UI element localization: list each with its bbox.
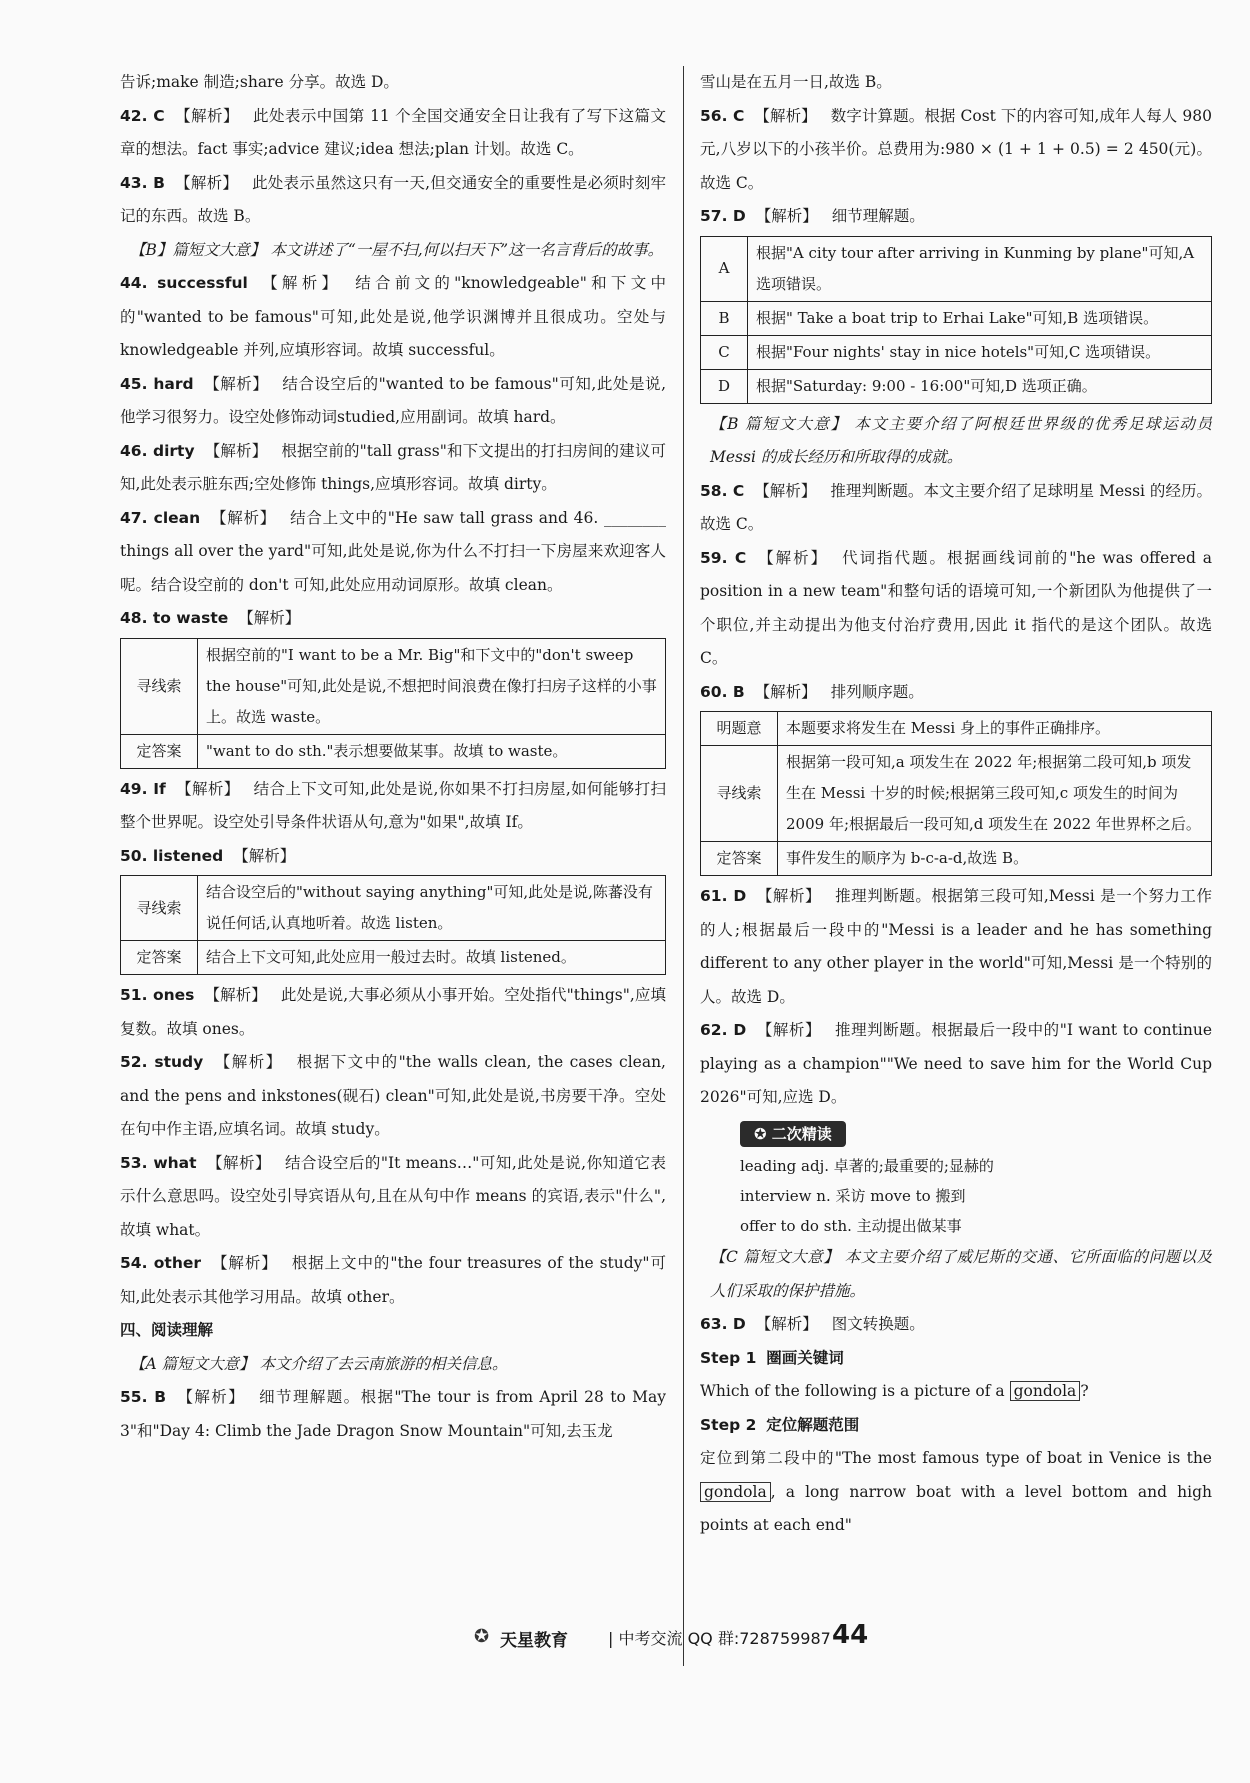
left-column bbox=[120, 66, 666, 1448]
vocab-list bbox=[700, 1151, 1212, 1241]
summary-b: 【B 篇短文大意】 本文主要介绍了阿根廷世界级的优秀足球运动员 Messi 的成长经历和所取得的成就。 bbox=[710, 414, 1212, 466]
answer-58: 58. C 【解析】 推理判断题。本文主要介绍了足球明星 Messi 的经历。故选 C。 bbox=[700, 481, 1212, 533]
right-column bbox=[700, 66, 1212, 1543]
answer-44: 44. successful 【解析】 结合前文的"knowledgeable"和下文中的"wanted to be famous"可知,此处是说,他学识渊博并且很成功。空处与 knowledgeable 并列,应填形容词。故填 successful。 bbox=[120, 274, 666, 359]
list-item: offer to do sth. 主动提出做某事 bbox=[740, 1217, 962, 1235]
answer-59: 59. C 【解析】 代词指代题。根据画线词前的"he was offered a position in a new team"和整句话的语境可知,一个新团队为他提供了一个职位,并主动提出为他支付治疗费用,因此 it 指代的是这个团队。故选 C。 bbox=[700, 548, 1213, 667]
table-row: 明题意 本题要求将发生在 Messi 身上的事件正确排序。 bbox=[701, 712, 1212, 746]
answer-55: 55. B 【解析】 细节理解题。根据"The tour is from April 28 to May 3"和"Day 4: Climb the Jade Dragon Snow Mountain"可知,去玉龙 bbox=[120, 1388, 666, 1440]
list-item: leading adj. 卓著的;最重要的;显赫的 bbox=[740, 1157, 994, 1175]
table-row: 定答案 "want to do sth."表示想要做某事。故填 to waste。 bbox=[121, 734, 666, 768]
table-60 bbox=[700, 711, 1212, 876]
answer-52: 52. study 【解析】 根据下文中的"the walls clean, the cases clean, and the pens and inkstones(砚石) clean"可知,此处是说,书房要干净。空处在句中作主语,应填名词。故填 study。 bbox=[120, 1053, 666, 1138]
reread-badge: ✪ 二次精读 bbox=[740, 1121, 846, 1147]
answer-54: 54. other 【解析】 根据上文中的"the four treasures of the study"可知,此处表示其他学习用品。故填 other。 bbox=[120, 1254, 666, 1306]
page-footer bbox=[0, 1618, 1250, 1658]
answer-51: 51. ones 【解析】 此处是说,大事必须从小事开始。空处指代"things",应填复数。故填 ones。 bbox=[120, 986, 666, 1038]
summary-a: 【A 篇短文大意】 本文介绍了去云南旅游的相关信息。 bbox=[130, 1354, 508, 1373]
table-row: 寻线索 结合设空后的"without saying anything"可知,此处是说,陈蕃没有说任何话,认真地听着。故选 listen。 bbox=[121, 876, 666, 941]
table-50 bbox=[120, 875, 666, 975]
answer-53: 53. what 【解析】 结合设空后的"It means…"可知,此处是说,你知道它表示什么意思吗。设空处引导宾语从句,且在从句中作 means 的宾语,表示"什么",故填 what。 bbox=[120, 1153, 666, 1239]
section-heading: 四、阅读理解 bbox=[120, 1321, 214, 1339]
answer-45: 45. hard 【解析】 结合设空后的"wanted to be famous"可知,此处是说,他学习很努力。设空处修饰动词studied,应用副词。故填 hard。 bbox=[120, 374, 666, 426]
brand-name: 天星教育 bbox=[500, 1631, 568, 1651]
keyword-box: gondola bbox=[1010, 1381, 1081, 1401]
step-2-text: 定位到第二段中的"The most famous type of boat in Venice is the gondola , a long narrow boat with a level bottom and high points at each end" bbox=[700, 1449, 1212, 1534]
qq-group: | 中考交流 QQ 群:728759987 bbox=[608, 1629, 831, 1648]
step-2: Step 2 定位解题范围 bbox=[700, 1415, 860, 1434]
answer-62: 62. D 【解析】 推理判断题。根据最后一段中的"I want to continue playing as a champion""We need to save him for the World Cup 2026"可知,应选 D。 bbox=[700, 1021, 1212, 1106]
summary-c: 【C 篇短文大意】 本文主要介绍了威尼斯的交通、它所面临的问题以及人们采取的保护措施。 bbox=[710, 1248, 1212, 1300]
answer-56: 56. C 【解析】 数字计算题。根据 Cost 下的内容可知,成年人每人 980 元,八岁以下的小孩半价。总费用为:980 × (1 + 1 + 0.5) = 2 450(元)。故选 C。 bbox=[700, 106, 1212, 192]
answer-48: 48. to waste 【解析】 bbox=[120, 609, 301, 627]
column-divider bbox=[683, 66, 684, 1666]
keyword-box: gondola bbox=[700, 1482, 771, 1502]
star-logo-icon: ✪ bbox=[474, 1626, 490, 1647]
text-line: 告诉;make 制造;share 分享。故选 D。 bbox=[120, 73, 399, 91]
summary-b: 【B】篇短文大意】 本文讲述了“一屋不扫,何以扫天下”这一名言背后的故事。 bbox=[130, 240, 664, 259]
answer-63: 63. D 【解析】 图文转换题。 bbox=[700, 1315, 925, 1333]
answer-42: 42. C 【解析】 此处表示中国第 11 个全国交通安全日让我有了写下这篇文章的想法。fact 事实;advice 建议;idea 想法;plan 计划。故选 C。 bbox=[120, 106, 666, 158]
answer-61: 61. D 【解析】 推理判断题。根据第三段可知,Messi 是一个努力工作的人;根据最后一段中的"Messi is a leader and he has something different to any other player in the world"可知,Messi 是一个特别的人。故选 D。 bbox=[700, 887, 1212, 1006]
table-row: 寻线索 根据第一段可知,a 项发生在 2022 年;根据第二段可知,b 项发生在 Messi 十岁的时候;根据第三段可知,c 项发生的时间为 2009 年;根据最后一段可知,d 项发生在 2022 年世界杯之后。 bbox=[701, 746, 1212, 842]
answer-49: 49. If 【解析】 结合上下文可知,此处是说,你如果不打扫房屋,如何能够打扫整个世界呢。设空处引导条件状语从句,意为"如果",故填 If。 bbox=[120, 779, 666, 831]
answer-47: 47. clean 【解析】 结合上文中的"He saw tall grass and 46. ________ things all over the yard"可知,此处是说,你为什么不打扫一下房屋来欢迎客人呢。结合设空前的 don't 可知,此处应用动词原形。故填 clean。 bbox=[120, 508, 666, 594]
table-row: C 根据"Four nights' stay in nice hotels"可知,C 选项错误。 bbox=[701, 335, 1212, 369]
answer-60: 60. B 【解析】 排列顺序题。 bbox=[700, 682, 924, 701]
list-item: interview n. 采访 move to 搬到 bbox=[740, 1187, 966, 1205]
text-line: 雪山是在五月一日,故选 B。 bbox=[700, 73, 892, 91]
answer-57: 57. D 【解析】 细节理解题。 bbox=[700, 207, 925, 225]
answer-46: 46. dirty 【解析】 根据空前的"tall grass"和下文提出的打扫房间的建议可知,此处表示脏东西;空处修饰 things,应填形容词。故填 dirty。 bbox=[120, 441, 666, 493]
page-number: 44 bbox=[832, 1620, 869, 1650]
table-row: 寻线索 根据空前的"I want to be a Mr. Big"和下文中的"don't sweep the house"可知,此处是说,不想把时间浪费在像打扫房子这样的小事上。故选 waste。 bbox=[121, 638, 666, 734]
table-57 bbox=[700, 236, 1212, 404]
table-row: B 根据" Take a boat trip to Erhai Lake"可知,B 选项错误。 bbox=[701, 301, 1212, 335]
table-row: 定答案 结合上下文可知,此处应用一般过去时。故填 listened。 bbox=[121, 941, 666, 975]
answer-50: 50. listened 【解析】 bbox=[120, 846, 296, 865]
table-row: 定答案 事件发生的顺序为 b-c-a-d,故选 B。 bbox=[701, 842, 1212, 876]
step-1: Step 1 圈画关键词 bbox=[700, 1348, 844, 1367]
table-row: D 根据"Saturday: 9:00 - 16:00"可知,D 选项正确。 bbox=[701, 369, 1212, 403]
table-row: A 根据"A city tour after arriving in Kunming by plane"可知,A 选项错误。 bbox=[701, 236, 1212, 301]
table-48 bbox=[120, 638, 666, 769]
answer-43: 43. B 【解析】 此处表示虽然这只有一天,但交通安全的重要性是必须时刻牢记的东西。故选 B。 bbox=[120, 173, 666, 225]
step-1-text: Which of the following is a picture of a gondola ? bbox=[700, 1382, 1089, 1400]
